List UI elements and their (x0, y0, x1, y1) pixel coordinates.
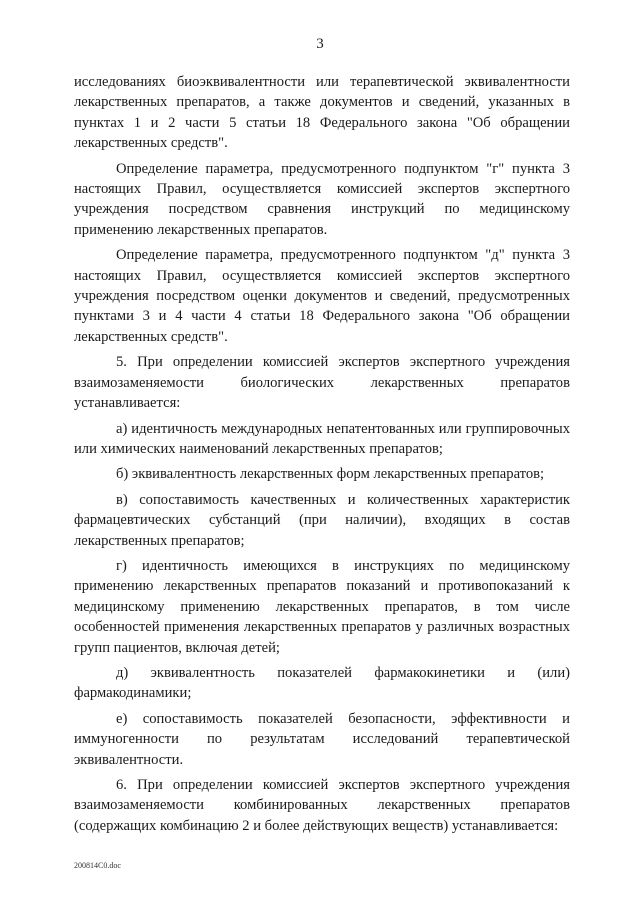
paragraph-section-5: 5. При определении комиссией экспертов экспертного учреждения взаимозаменяемости биологических лекарственных препаратов устанавливается: (74, 354, 570, 412)
paragraph-parameter-g: Определение параметра, предусмотренного подпунктом "г" пункта 3 настоящих Правил, осуществляется комиссией экспертов экспертного учреждения посредством сравнения инструкций по медицинскому применению лекарственных препаратов. (74, 160, 570, 238)
list-item-v: в) сопоставимость качественных и количественных характеристик фармацевтических субстанций (при наличии), входящих в состав лекарственных препаратов; (74, 491, 570, 549)
list-item-d: д) эквивалентность показателей фармакокинетики и (или) фармакодинамики; (74, 664, 570, 702)
paragraph-parameter-d: Определение параметра, предусмотренного подпунктом "д" пункта 3 настоящих Правил, осуществляется комиссией экспертов экспертного учреждения посредством оценки документов и сведений, предусмотренных пунктами 3 и 4 части 4 статьи 18 Федерального закона "Об обращении лекарственных средств". (74, 247, 570, 345)
list-item-e: е) сопоставимость показателей безопасности, эффективности и иммуногенности по результатам исследований терапевтической эквивалентности. (74, 710, 570, 768)
list-item-a: а) идентичность международных непатентованных или группировочных или химических наименований лекарственных препаратов; (74, 420, 570, 457)
list-item-g: г) идентичность имеющихся в инструкциях по медицинскому применению лекарственных препаратов показаний и противопоказаний к медицинскому применению лекарственных препаратов, в том числе особенностей применения лекарственных препаратов у различных возрастных групп пациентов, включая детей; (74, 557, 570, 656)
paragraph-section-6: 6. При определении комиссией экспертов экспертного учреждения взаимозаменяемости комбинированных лекарственных препаратов (содержащих комбинацию 2 и более действующих веществ) устанавливается: (74, 777, 570, 834)
footer-file-code: 200814C0.doc (74, 861, 121, 870)
document-body (74, 72, 570, 841)
list-item-b: б) эквивалентность лекарственных форм лекарственных препаратов; (116, 466, 545, 483)
page-number: 3 (316, 36, 324, 52)
paragraph-continuation: исследованиях биоэквивалентности или терапевтической эквивалентности лекарственных препаратов, а также документов и сведений, указанных в пунктах 1 и 2 части 5 статьи 18 Федерального закона "Об обращении лекарственных средств". (74, 74, 570, 152)
